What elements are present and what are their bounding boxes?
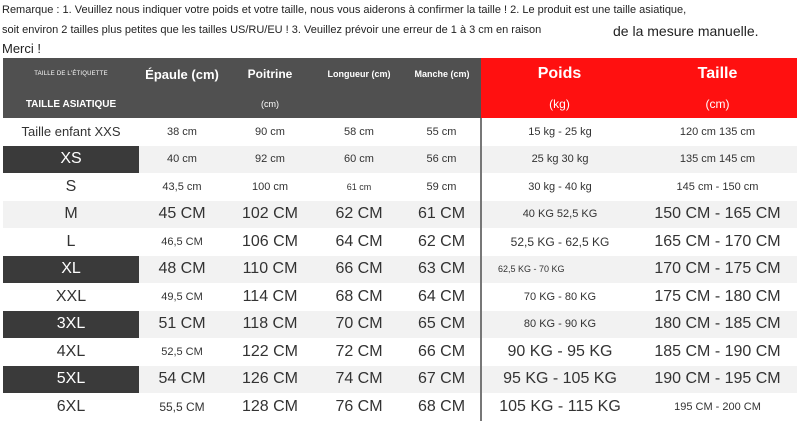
weight-cell: 80 KG - 90 KG	[481, 311, 638, 339]
chest-cell: 106 CM	[225, 228, 315, 256]
table-row	[3, 311, 797, 339]
header-height-unit: (cm)	[638, 90, 797, 118]
header-shoulder: Épaule (cm)	[139, 58, 225, 90]
size-chart-table	[3, 58, 797, 421]
sleeve-cell: 62 CM	[403, 228, 481, 256]
remark-line-2-end: de la mesure manuelle.	[613, 23, 759, 39]
chest-cell: 102 CM	[225, 201, 315, 229]
size-cell: L	[3, 228, 139, 256]
height-cell: 185 CM - 190 CM	[638, 338, 797, 366]
weight-cell: 40 KG 52,5 KG	[481, 201, 638, 229]
chest-cell: 114 CM	[225, 283, 315, 311]
table-row	[3, 338, 797, 366]
height-cell: 120 cm 135 cm	[638, 118, 797, 146]
weight-cell: 52,5 KG - 62,5 KG	[481, 228, 638, 256]
chest-cell: 110 CM	[225, 256, 315, 284]
height-cell: 170 CM - 175 CM	[638, 256, 797, 284]
shoulder-cell: 40 cm	[139, 146, 225, 174]
table-row	[3, 366, 797, 394]
remark-line-2: soit environ 2 tailles plus petites que les tailles US/RU/EU ! 3. Veuillez prévoir une erreur de 1 à 3 cm en raison	[2, 24, 542, 36]
length-cell: 74 CM	[315, 366, 403, 394]
chest-cell: 128 CM	[225, 393, 315, 421]
size-cell: XS	[3, 146, 139, 174]
header-height: Taille	[638, 58, 797, 90]
header-label-tag: TAILLE DE L'ÉTIQUETTE	[3, 58, 139, 90]
table-row	[3, 393, 797, 421]
header-asian-size: TAILLE ASIATIQUE	[3, 90, 139, 118]
sleeve-cell: 59 cm	[403, 173, 481, 201]
shoulder-cell: 54 CM	[139, 366, 225, 394]
chest-cell: 122 CM	[225, 338, 315, 366]
length-cell: 72 CM	[315, 338, 403, 366]
length-cell: 76 CM	[315, 393, 403, 421]
shoulder-cell: 45 CM	[139, 201, 225, 229]
length-cell: 64 CM	[315, 228, 403, 256]
table-row	[3, 118, 797, 146]
shoulder-cell: 38 cm	[139, 118, 225, 146]
weight-cell: 25 kg 30 kg	[481, 146, 638, 174]
height-cell: 135 cm 145 cm	[638, 146, 797, 174]
height-cell: 150 CM - 165 CM	[638, 201, 797, 229]
sleeve-cell: 67 CM	[403, 366, 481, 394]
size-cell: M	[3, 201, 139, 229]
length-cell: 60 cm	[315, 146, 403, 174]
shoulder-cell: 51 CM	[139, 311, 225, 339]
height-cell: 190 CM - 195 CM	[638, 366, 797, 394]
header-sleeve: Manche (cm)	[403, 58, 481, 90]
chest-cell: 90 cm	[225, 118, 315, 146]
shoulder-cell: 49,5 CM	[139, 283, 225, 311]
length-cell: 62 CM	[315, 201, 403, 229]
length-cell: 61 cm	[315, 173, 403, 201]
sleeve-cell: 55 cm	[403, 118, 481, 146]
shoulder-cell: 55,5 CM	[139, 393, 225, 421]
table-row	[3, 173, 797, 201]
sleeve-cell: 65 CM	[403, 311, 481, 339]
chest-cell: 92 cm	[225, 146, 315, 174]
size-cell: XXL	[3, 283, 139, 311]
table-row	[3, 146, 797, 174]
weight-cell: 30 kg - 40 kg	[481, 173, 638, 201]
shoulder-cell: 52,5 CM	[139, 338, 225, 366]
size-cell: XL	[3, 256, 139, 284]
table-row	[3, 283, 797, 311]
weight-cell: 105 KG - 115 KG	[481, 393, 638, 421]
size-cell: 5XL	[3, 366, 139, 394]
header-weight: Poids	[481, 58, 638, 90]
weight-cell: 90 KG - 95 KG	[481, 338, 638, 366]
height-cell: 175 CM - 180 CM	[638, 283, 797, 311]
length-cell: 70 CM	[315, 311, 403, 339]
height-cell: 195 CM - 200 CM	[638, 393, 797, 421]
length-cell: 58 cm	[315, 118, 403, 146]
size-cell: 3XL	[3, 311, 139, 339]
header-empty-2	[315, 90, 403, 118]
length-cell: 68 CM	[315, 283, 403, 311]
height-cell: 165 CM - 170 CM	[638, 228, 797, 256]
header-weight-unit: (kg)	[481, 90, 638, 118]
header-chest: Poitrine	[225, 58, 315, 90]
weight-cell: 70 KG - 80 KG	[481, 283, 638, 311]
size-cell: 4XL	[3, 338, 139, 366]
chest-cell: 100 cm	[225, 173, 315, 201]
header-empty-3	[403, 90, 481, 118]
chest-cell: 126 CM	[225, 366, 315, 394]
shoulder-cell: 43,5 cm	[139, 173, 225, 201]
table-row	[3, 201, 797, 229]
size-cell: 6XL	[3, 393, 139, 421]
length-cell: 66 CM	[315, 256, 403, 284]
height-cell: 180 CM - 185 CM	[638, 311, 797, 339]
sleeve-cell: 63 CM	[403, 256, 481, 284]
size-cell: S	[3, 173, 139, 201]
weight-cell: 62,5 KG - 70 KG	[481, 256, 638, 284]
weight-cell: 95 KG - 105 KG	[481, 366, 638, 394]
height-cell: 145 cm - 150 cm	[638, 173, 797, 201]
table-row	[3, 228, 797, 256]
header-empty-1	[139, 90, 225, 118]
header-chest-unit: (cm)	[225, 90, 315, 118]
header-length: Longueur (cm)	[315, 58, 403, 90]
remark-line-1: Remarque : 1. Veuillez nous indiquer votre poids et votre taille, nous vous aiderons à confirmer la taille ! 2. Le produit est une taille asiatique,	[2, 4, 687, 16]
shoulder-cell: 48 CM	[139, 256, 225, 284]
sleeve-cell: 68 CM	[403, 393, 481, 421]
sleeve-cell: 64 CM	[403, 283, 481, 311]
table-row	[3, 256, 797, 284]
sleeve-cell: 66 CM	[403, 338, 481, 366]
remark-thanks: Merci !	[2, 41, 41, 56]
shoulder-cell: 46,5 CM	[139, 228, 225, 256]
sleeve-cell: 61 CM	[403, 201, 481, 229]
sleeve-cell: 56 cm	[403, 146, 481, 174]
weight-cell: 15 kg - 25 kg	[481, 118, 638, 146]
size-cell: Taille enfant XXS	[3, 118, 139, 146]
chest-cell: 118 CM	[225, 311, 315, 339]
